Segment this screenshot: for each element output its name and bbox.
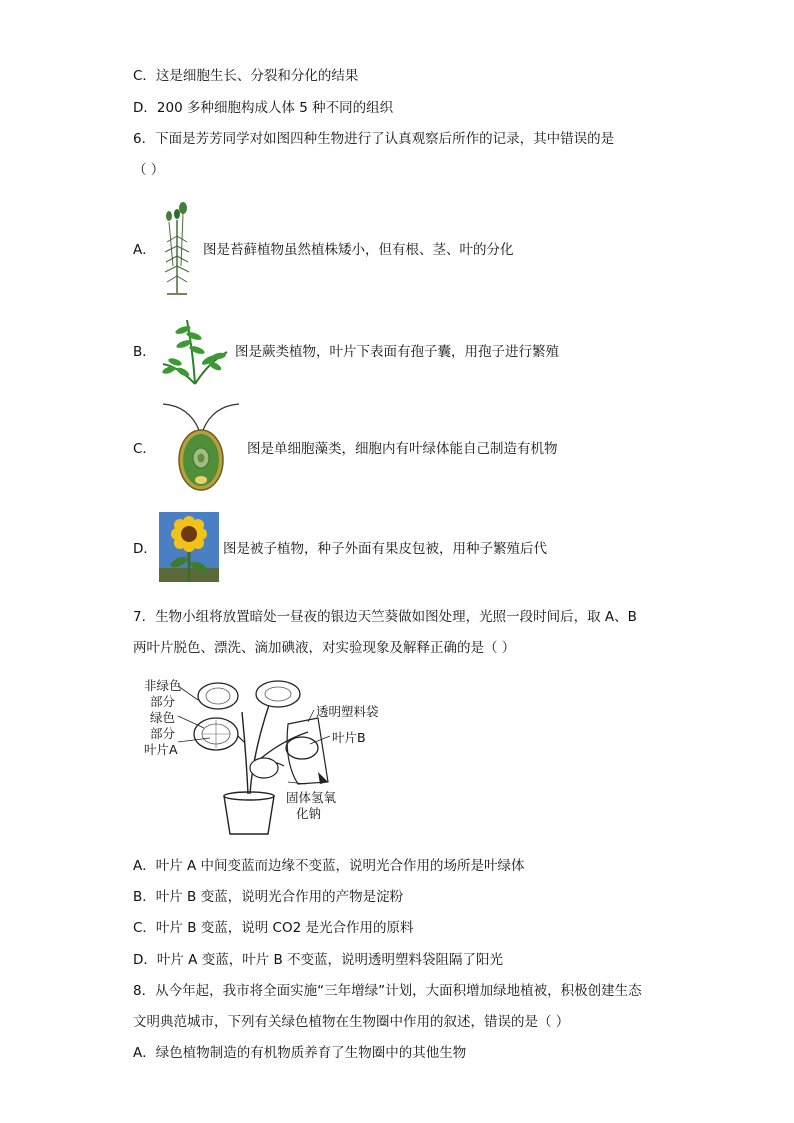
- option-text: 图是被子植物，种子外面有果皮包被，用种子繁殖后代: [223, 541, 547, 557]
- label-green: 绿色: [150, 710, 176, 725]
- q7-stem-line2: 两叶片脱色、漂洗、滴加碘液，对实验现象及解释正确的是（ ）: [133, 640, 516, 656]
- label-leaf-b: 叶片B: [332, 730, 366, 745]
- label-naoh: 固体氢氧: [286, 790, 337, 805]
- option-text: 图是蕨类植物，叶片下表面有孢子囊，用孢子进行繁殖: [235, 344, 559, 360]
- sunflower-image: [159, 512, 219, 582]
- q8-option-a: A．绿色植物制造的有机物质养育了生物圈中的其他生物: [133, 1045, 467, 1061]
- q7-stem-line1: 7．生物小组将放置暗处一昼夜的银边天竺葵做如图处理，光照一段时间后，取 A、B: [133, 609, 637, 625]
- q7-option-b: B．叶片 B 变蓝，说明光合作用的产物是淀粉: [133, 889, 404, 905]
- option-label: B．: [133, 344, 156, 360]
- moss-image: [159, 196, 199, 300]
- option-label: A．: [133, 242, 156, 258]
- label-plastic-bag: 透明塑料袋: [316, 704, 379, 719]
- label-nongreen: 非绿色: [144, 678, 182, 693]
- q5-option-c: C．这是细胞生长、分裂和分化的结果: [133, 68, 359, 84]
- q8-stem-line1: 8．从今年起，我市将全面实施“三年增绿”计划，大面积增加绿地植被，积极创建生态: [133, 983, 642, 999]
- label-nongreen-part: 部分: [150, 694, 176, 709]
- q6-answer-blank: （ ）: [133, 162, 165, 178]
- q7-option-d: D．叶片 A 变蓝，叶片 B 不变蓝，说明透明塑料袋阻隔了阳光: [133, 952, 504, 968]
- label-green-part: 部分: [150, 726, 176, 741]
- label-naoh-2: 化钠: [296, 806, 322, 821]
- q6-option-b: [133, 312, 559, 388]
- option-text: 图是单细胞藻类，细胞内有叶绿体能自己制造有机物: [247, 441, 558, 457]
- label-leaf-a: 叶片A: [144, 742, 178, 757]
- geranium-experiment-diagram: [138, 672, 398, 840]
- q6-stem: 6．下面是芳芳同学对如图四种生物进行了认真观察后所作的记录，其中错误的是: [133, 131, 615, 147]
- q8-stem-line2: 文明典范城市，下列有关绿色植物在生物圈中作用的叙述，错误的是（ ）: [133, 1014, 570, 1030]
- q5-option-d: D．200 多种细胞构成人体 5 种不同的组织: [133, 100, 394, 116]
- q7-option-a: A．叶片 A 中间变蓝而边缘不变蓝，说明光合作用的场所是叶绿体: [133, 858, 525, 874]
- q6-option-a: [133, 196, 514, 300]
- option-label: C．: [133, 441, 156, 457]
- q7-option-c: C．叶片 B 变蓝，说明 CO2 是光合作用的原料: [133, 920, 414, 936]
- fern-image: [159, 312, 231, 388]
- option-text: 图是苔藓植物虽然植株矮小，但有根、茎、叶的分化: [203, 242, 514, 258]
- q6-option-c: [133, 402, 558, 492]
- option-label: D．: [133, 541, 157, 557]
- q6-option-d: [133, 512, 547, 582]
- chlamydomonas-image: [159, 402, 243, 492]
